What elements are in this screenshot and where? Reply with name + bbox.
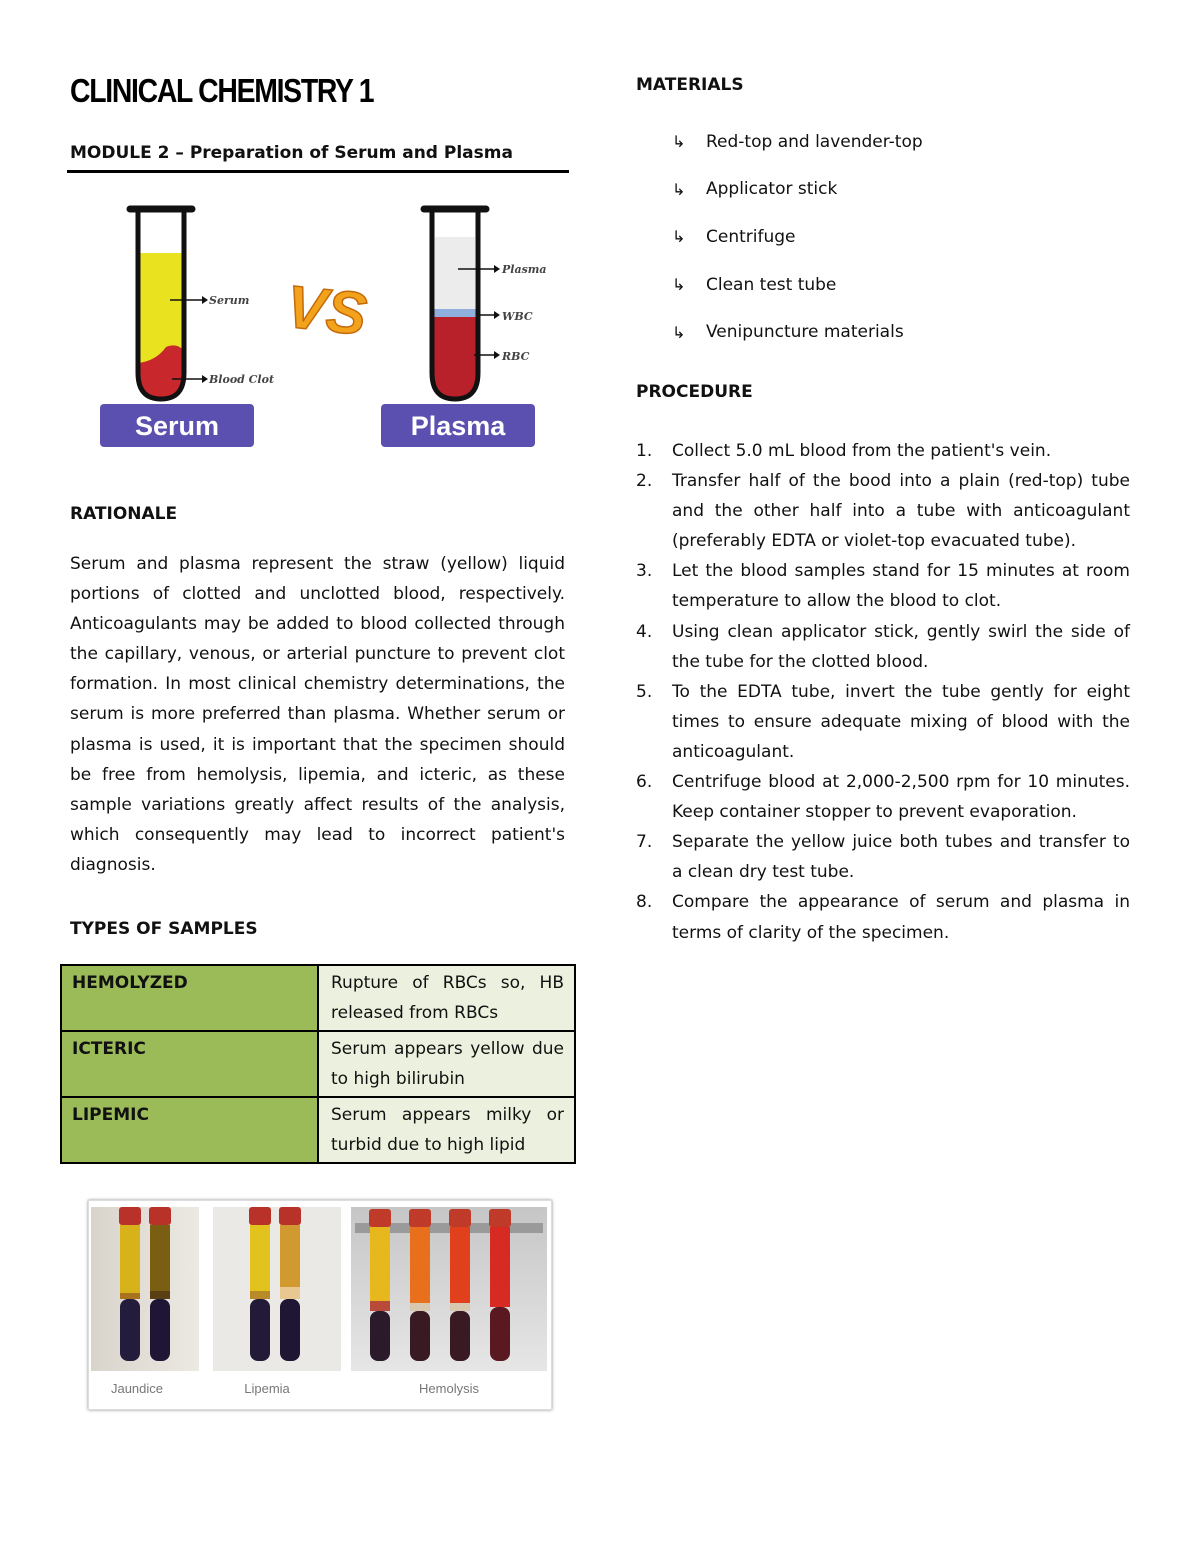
step-text: Using clean applicator stick, gently swirl the side of the tube for the clotted blood. — [672, 621, 1130, 672]
sample-type-cell: LIPEMIC — [61, 1097, 318, 1163]
arrow-down-right-icon: ↳ — [672, 227, 686, 247]
step-text: Let the blood samples stand for 15 minutes at room temperature to allow the blood to clot. — [672, 561, 1130, 612]
step-number: 8. — [636, 892, 653, 913]
list-item — [672, 213, 923, 261]
step-text: Collect 5.0 mL blood from the patient's vein. — [672, 441, 1052, 461]
table-row — [61, 965, 575, 1031]
clot-pointer-head — [202, 375, 208, 383]
arrow-down-right-icon: ↳ — [672, 275, 686, 295]
plasma-tube — [424, 209, 486, 399]
step-number: 4. — [636, 621, 653, 642]
title-divider — [67, 170, 569, 173]
serum-tube — [130, 209, 192, 399]
procedure-steps — [636, 436, 1130, 948]
procedure-step — [636, 617, 1130, 677]
step-number: 1. — [636, 441, 653, 461]
material-label: Clean test tube — [706, 274, 837, 295]
arrow-down-right-icon: ↳ — [672, 132, 686, 152]
step-text: Transfer half of the bood into a plain (red-top) tube and the other half into a tube with anticoagulant (preferably EDTA or violet-top evacuated tube). — [672, 471, 1130, 552]
step-text: To the EDTA tube, invert the tube gently for eight times to ensure adequate mixing of blood with the anticoagulant. — [672, 681, 1130, 762]
sample-desc-cell: Rupture of RBCs so, HB released from RBCs — [318, 965, 575, 1031]
materials-list — [672, 118, 923, 356]
serum-banner-label: Serum — [134, 411, 220, 441]
arrow-down-right-icon: ↳ — [672, 179, 686, 199]
table-row — [61, 1031, 575, 1097]
jaundice-caption: Jaundice — [110, 1381, 164, 1396]
sample-types-table — [60, 964, 576, 1164]
plasma-label: Plasma — [502, 263, 547, 276]
step-text: Compare the appearance of serum and plasma in terms of clarity of the specimen. — [672, 892, 1130, 943]
sample-type-cell: ICTERIC — [61, 1031, 318, 1097]
serum-label: Serum — [209, 294, 250, 307]
sample-tubes-illustration — [89, 1201, 551, 1409]
procedure-step — [636, 887, 1130, 947]
plasma-pointer-head — [494, 265, 500, 273]
procedure-step — [636, 466, 1130, 556]
module-title: MODULE 2 – Preparation of Serum and Plasma — [70, 143, 513, 163]
materials-heading: MATERIALS — [636, 75, 744, 95]
wbc-label: WBC — [502, 310, 533, 323]
step-number: 7. — [636, 832, 653, 853]
serum-vs-plasma-figure — [90, 195, 550, 455]
step-number: 6. — [636, 772, 653, 793]
material-label: Red-top and lavender-top — [706, 131, 923, 152]
rbc-pointer-head — [494, 351, 500, 359]
list-item — [672, 261, 923, 309]
list-item — [672, 166, 923, 214]
step-text: Centrifuge blood at 2,000-2,500 rpm for 10 minutes. Keep container stopper to prevent evaporation. — [672, 772, 1130, 823]
arrow-down-right-icon: ↳ — [672, 322, 686, 342]
wbc-pointer-head — [494, 311, 500, 319]
rationale-text: Serum and plasma represent the straw (yellow) liquid portions of clotted and unclotted blood, respectively. Anticoagulants may be added to blood collected through the capillary, venous, or arterial puncture to prevent clot formation. In most clinical chemistry determinations, the serum is more preferred than plasma. Whether serum or plasma is used, it is important that the specimen should be free from hemolysis, lipemia, and icteric, as these sample variations greatly affect results of the analysis, which consequently may lead to incorrect patient's diagnosis. — [70, 554, 565, 875]
blood-clot-label: Blood Clot — [209, 373, 275, 386]
step-number: 3. — [636, 561, 653, 582]
procedure-step — [636, 677, 1130, 767]
material-label: Applicator stick — [706, 179, 838, 200]
step-text: Separate the yellow juice both tubes and transfer to a clean dry test tube. — [672, 832, 1130, 883]
procedure-step — [636, 436, 1130, 466]
procedure-step — [636, 767, 1130, 827]
types-of-samples-heading: TYPES OF SAMPLES — [70, 919, 258, 939]
sample-tubes-photo — [88, 1200, 552, 1410]
sample-desc-cell: Serum appears yellow due to high bilirubin — [318, 1031, 575, 1097]
material-label: Venipuncture materials — [706, 322, 904, 343]
rationale-heading: RATIONALE — [70, 504, 178, 524]
vs-graphic: VS — [283, 272, 370, 348]
hemolysis-caption: Hemolysis — [419, 1381, 479, 1396]
serum-pointer-head — [202, 296, 208, 304]
plasma-banner-label: Plasma — [410, 411, 506, 441]
rbc-label: RBC — [502, 350, 530, 363]
procedure-step — [636, 827, 1130, 887]
sample-desc-cell: Serum appears milky or turbid due to high lipid — [318, 1097, 575, 1163]
list-item — [672, 308, 923, 356]
step-number: 2. — [636, 471, 653, 492]
procedure-heading: PROCEDURE — [636, 382, 753, 402]
procedure-step — [636, 556, 1130, 616]
document-title: CLINICAL CHEMISTRY 1 — [70, 72, 374, 109]
material-label: Centrifuge — [706, 226, 796, 247]
table-row — [61, 1097, 575, 1163]
lipemia-caption: Lipemia — [244, 1381, 290, 1396]
list-item — [672, 118, 923, 166]
step-number: 5. — [636, 681, 653, 702]
sample-type-cell: HEMOLYZED — [61, 965, 318, 1031]
